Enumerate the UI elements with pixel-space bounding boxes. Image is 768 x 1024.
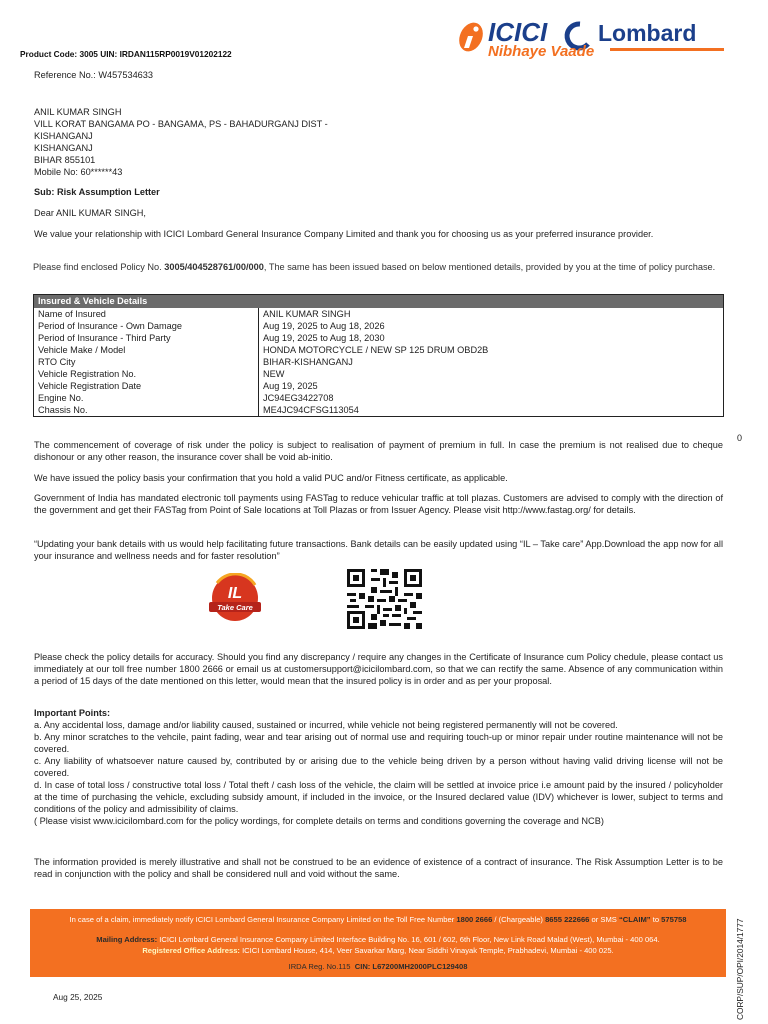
table-value: ME4JC94CFSG113054 [263, 405, 359, 415]
addressee-block [34, 106, 434, 178]
side-document-code [734, 910, 746, 1020]
table-row [34, 404, 724, 417]
table-row [34, 356, 724, 368]
side-code-text: CORP/SUP/OPI/2014/1777 [735, 918, 745, 1020]
bank-paragraph: “Updating your bank details with us would help facilitating future transactions. Bank details can be easily updated using “IL – Take care” App.Download the app now for all your insurance and wellness needs and for faster resolution” [34, 539, 723, 561]
policy-number: 3005/404528761/00/000 [164, 262, 264, 272]
check-paragraph: Please check the policy details for accuracy. Should you find any discrepancy / require any changes in the Certificate of Insurance cum Policy chedule, please contact us immediately at our toll free number 1800 2666 or email us at customersupport@icicilombard.com, so that we can rectify the same. Absence of any communication within a period of 15 days of the date mentioned on this letter, would mean that the insured policy is in order and as per your proposal. [34, 652, 723, 686]
logo-brand-lombard: Lombard [598, 20, 697, 46]
irda-reg: IRDA Reg. No.115 [288, 962, 351, 971]
registered-address-line [30, 946, 726, 956]
table-label: Period of Insurance - Own Damage [34, 320, 259, 332]
table-label: Vehicle Make / Model [34, 344, 259, 356]
disclaimer-paragraph: The information provided is merely illustrative and shall not be construed to be an evidence of existence of a contract of insurance. The Risk Assumption Letter is to be read in conjunction with the policy and shall be considered null and void without the same. [34, 857, 723, 879]
claim-text: or SMS [589, 915, 619, 924]
table-label: Name of Insured [34, 308, 259, 320]
table-value: ANIL KUMAR SINGH [263, 309, 351, 319]
table-title: Insured & Vehicle Details [34, 295, 724, 309]
mailing-label: Mailing Address: [96, 935, 158, 944]
irda-line [30, 962, 726, 972]
table-row [34, 308, 724, 320]
list-item: a. Any accidental loss, damage and/or liability caused, sustained or incurred, while vehicle not being registered permanently will not be covered. [34, 720, 618, 730]
table-value: JC94EG3422708 [263, 393, 334, 403]
list-item: ( Please visist www.icicilombard.com for the policy wordings, for complete details on terms and conditions governing the coverage and NCB) [34, 816, 604, 826]
table-label: Engine No. [34, 392, 259, 404]
addressee-line: KISHANGANJ [34, 143, 93, 153]
addressee-line: KISHANGANJ [34, 131, 93, 141]
table-value: Aug 19, 2025 to Aug 18, 2030 [263, 333, 385, 343]
claim-sms-number: 575758 [661, 915, 687, 924]
table-value: HONDA MOTORCYCLE / NEW SP 125 DRUM OBD2B [263, 345, 489, 355]
claim-text: to [650, 915, 662, 924]
claim-text: In case of a claim, immediately notify ICICI Lombard General Insurance Company Limited on the Toll Free Number [69, 915, 457, 924]
logo-brand-icici: ICICI [488, 17, 548, 47]
table-row [34, 392, 724, 404]
table-row [34, 320, 724, 332]
app-logo-takecare: Take Care [217, 603, 253, 612]
table-value: BIHAR-KISHANGANJ [263, 357, 353, 367]
commencement-paragraph: The commencement of coverage of risk under the policy is subject to realisation of payment of premium in full. In case the premium is not realised due to cheque dishonour or any other reason, the insurance cover shall be void ab-initio. [34, 440, 723, 462]
product-code: Product Code: 3005 UIN: IRDAN115RP0019V01202122 [20, 49, 232, 59]
table-row [34, 332, 724, 344]
table-label: Chassis No. [34, 404, 259, 417]
fastag-paragraph: Government of India has mandated electronic toll payments using FASTag to reduce vehicular traffic at toll plazas. Customers are advised to comply with the direction of the government and get their FASTag from Point of Sale locations at Toll Plazas or from Issuer Agency. Please visit http://www.fastag.org/ for details. [34, 493, 723, 515]
logo-tagline: Nibhaye Vaade [488, 43, 595, 60]
subject-line: Sub: Risk Assumption Letter [34, 187, 160, 197]
table-label: Vehicle Registration Date [34, 380, 259, 392]
qr-code-icon [347, 569, 422, 629]
list-item: d. In case of total loss / constructive total loss / Total theft / cash loss of the vehicle, the claim will be settled at invoice price i.e amount paid by the insured / policyholder at the time of purchasing the vehicle, excluding subsidy amount, if included in the invoice, or the Insured declared value (IDV) whichever is lower, subject to terms and conditions of the policy and admissibility of claims. [34, 780, 723, 814]
intro-paragraph: We value your relationship with ICICI Lombard General Insurance Company Limited and thank you for choosing us as your preferred insurance provider. [34, 229, 654, 239]
claim-chargeable-number: 8655 222666 [545, 915, 590, 924]
il-take-care-app-logo[interactable] [205, 573, 267, 623]
table-value: Aug 19, 2025 [263, 381, 318, 391]
salutation: Dear ANIL KUMAR SINGH, [34, 208, 146, 218]
claim-sms-keyword: “CLAIM” [618, 915, 651, 924]
claim-line [30, 915, 726, 925]
letter-date: Aug 25, 2025 [53, 992, 103, 1002]
claim-footer-band [30, 909, 726, 977]
stray-mark: 0 [737, 433, 743, 443]
app-logo-il: IL [227, 585, 243, 602]
icici-lombard-logo [452, 14, 732, 60]
puc-paragraph: We have issued the policy basis your confirmation that you hold a valid PUC and/or Fitness certificate, as applicable. [34, 473, 508, 483]
important-points-list [34, 719, 723, 827]
registered-label: Registered Office Address: [142, 946, 240, 955]
list-item: c. Any liability of whatsoever nature caused by, contributed by or arising due to the vehicle being driven by a person without having valid driving license will not be covered. [34, 756, 723, 778]
addressee-name: ANIL KUMAR SINGH [34, 107, 122, 117]
addressee-mobile: Mobile No: 60******43 [34, 167, 123, 177]
addressee-line: BIHAR 855101 [34, 155, 96, 165]
logo-emblem-icon [455, 19, 488, 55]
insured-vehicle-details-table [33, 294, 724, 417]
table-row [34, 344, 724, 356]
addressee-line: VILL KORAT BANGAMA PO - BANGAMA, PS - BAHADURGANJ DIST - [34, 119, 328, 129]
table-label: Period of Insurance - Third Party [34, 332, 259, 344]
table-label: RTO City [34, 356, 259, 368]
cin-number: CIN: L67200MH2000PLC129408 [354, 962, 468, 971]
table-value: Aug 19, 2025 to Aug 18, 2026 [263, 321, 385, 331]
policy-paragraph [33, 261, 723, 273]
table-label: Vehicle Registration No. [34, 368, 259, 380]
table-row [34, 368, 724, 380]
registered-address: ICICI Lombard House, 414, Veer Savarkar Marg, Near Siddhi Vinayak Temple, Prabhadevi, Mumbai - 400 025. [239, 946, 614, 955]
list-item: b. Any minor scratches to the vehcile, paint fading, wear and tear arising out of normal use and requiring touch-up or minor repair under routine maintenance will not be covered. [34, 732, 723, 754]
table-row [34, 380, 724, 392]
claim-toll-number: 1800 2666 [456, 915, 493, 924]
policy-prefix: Please find enclosed Policy No. [33, 262, 165, 272]
important-points-title: Important Points: [34, 708, 111, 718]
mailing-address-line [30, 935, 726, 945]
table-value: NEW [263, 369, 285, 379]
reference-number: Reference No.: W457534633 [34, 70, 154, 80]
mailing-address: ICICI Lombard General Insurance Company Limited Interface Building No. 16, 601 / 602, 6th Floor, New Link Road Malad (West), Mumbai - 400 064. [157, 935, 660, 944]
claim-text: / (Chargeable) [492, 915, 546, 924]
policy-suffix: , The same has been issued based on below mentioned details, provided by you at the time of policy purchase. [263, 262, 716, 272]
